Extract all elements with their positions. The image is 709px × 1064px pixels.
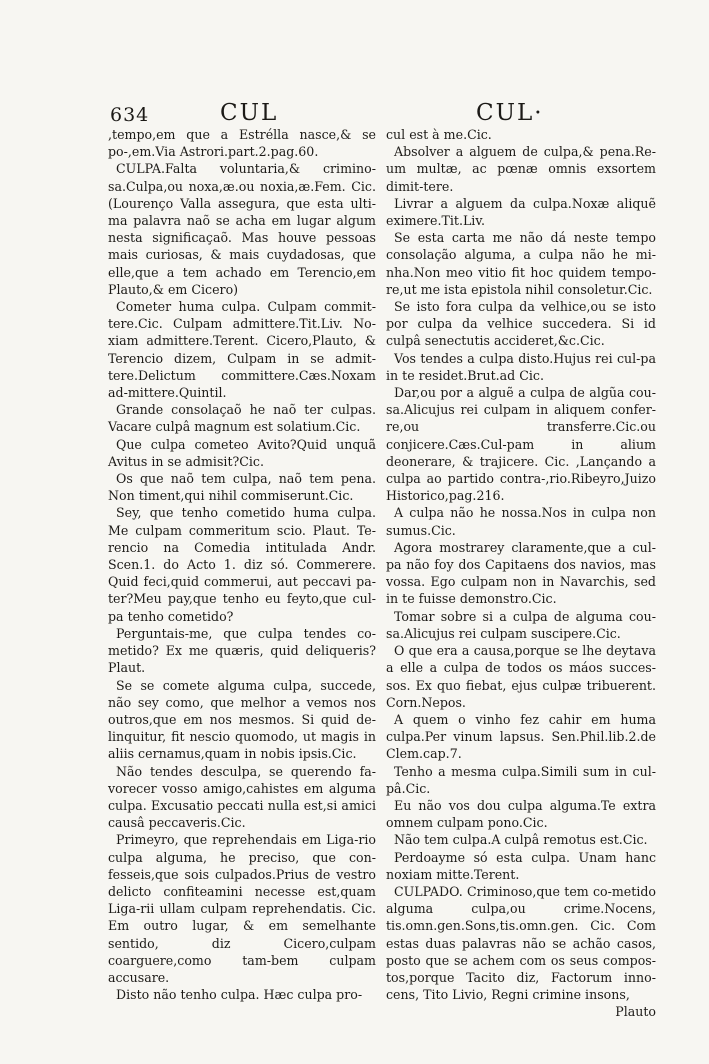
dictionary-entry: Tomar sobre si a culpa de alguma cou-sa.Alicujus rei culpam suscipere.Cic. bbox=[386, 608, 656, 641]
dictionary-entry: Se isto fora culpa da velhice,ou se isto por culpa da velhice succedera. Si id culpâ senectutis accideret,&c.Cic. bbox=[386, 299, 656, 349]
left-column bbox=[108, 126, 376, 1003]
dictionary-entry: Que culpa cometeo Avito?Quid unquã Avitus in se admisit?Cic. bbox=[108, 436, 376, 469]
dictionary-entry: Se esta carta me não dá neste tempo consolação alguma, a culpa não he mi-nha.Non meo vitio fit hoc quidem tempo-re,ut me ista epistola nihil consoletur.Cic. bbox=[386, 230, 656, 297]
running-head-left: CUL bbox=[220, 100, 279, 126]
dictionary-entry: Dar,ou por a alguẽ a culpa de algũa cou-sa.Alicujus rei culpam in aliquem confer-re,ou transferre.Cic.ou conjicere.Cæs.Cul-pam in alium deonerare, & trajicere. Cic. ,Lançando a culpa ao partido contra-,rio.Ribeyro,Juizo Historico,pag.216. bbox=[386, 385, 656, 504]
dictionary-entry: Livrar a alguem da culpa.Noxæ aliquẽ eximere.Tit.Liv. bbox=[386, 195, 656, 229]
dictionary-entry: Não tendes desculpa, se querendo fa-vorecer vosso amigo,cahistes em alguma culpa. Excusatio peccati nulla est,si amici causâ peccaveris.Cic. bbox=[108, 763, 376, 831]
dictionary-entry: Os que naõ tem culpa, naõ tem pena. Non timent,qui nihil commiserunt.Cic. bbox=[108, 471, 376, 504]
dictionary-entry: Plauto bbox=[615, 1004, 656, 1020]
dictionary-entry: Primeyro, que reprehendais em Liga-rio culpa alguma, he preciso, que con-fesseis,que sois culpados.Prius de vestro delicto confiteamini necesse est,quam Liga-rii ullam culpam reprehendatis. Cic. Em outro lugar, & em semelhante sentido, diz Cicero,culpam coarguere,como tam-bem culpam accusare. bbox=[108, 832, 376, 985]
dictionary-entry: Sey, que tenho cometido huma culpa. Me culpam commeritum scio. Plaut. Te-rencio na Comedia intitulada Andr. Scen.1. do Acto 1. diz só. Commerere. Quid feci,quid commerui, aut peccavi pa-ter?Meu pay,que tenho eu feyto,que cul-pa tenho cometido? bbox=[108, 505, 376, 624]
dictionary-entry: Cometer huma culpa. Culpam commit-tere.Cic. Culpam admittere.Tit.Liv. No-xiam admittere.Terent. Cicero,Plauto, & Terencio dizem, Culpam in se admit-tere.Delictum committere.Cæs.Noxam ad-mittere.Quintil. bbox=[108, 299, 376, 401]
dictionary-entry: A quem o vinho fez cahir em huma culpa.Per vinum lapsus. Sen.Phil.lib.2.de Clem.cap.7. bbox=[386, 711, 656, 762]
dictionary-entry: O que era a causa,porque se lhe deytava a elle a culpa de todos os máos succes-sos. Ex quo fiebat, ejus culpæ tribuerent. Corn.Nepos. bbox=[386, 643, 656, 710]
dictionary-entry: Disto não tenho culpa. Hæc culpa pro- bbox=[116, 987, 363, 1003]
dictionary-entry: A culpa não he nossa.Nos in culpa non sumus.Cic. bbox=[386, 505, 656, 538]
dictionary-entry: Grande consolaçaõ he naõ ter culpas. Vacare culpâ magnum est solatium.Cic. bbox=[108, 402, 376, 435]
dictionary-entry: Se se comete alguma culpa, succede, não sey como, que melhor a vemos nos outros,que em nos mesmos. Si quid de-linquitur, fit nescio quomodo, ut magis in aliis cernamus,quam in nobis ipsis.Cic. bbox=[108, 677, 376, 762]
dictionary-entry: Agora mostrarey claramente,que a cul-pa não foy dos Capitaens dos navios, mas vossa. Ego culpam non in Navarchis, sed in te fuisse demonstro.Cic. bbox=[386, 539, 656, 607]
dictionary-entry: Perdoayme só esta culpa. Unam hanc noxiam mitte.Terent. bbox=[386, 849, 656, 882]
dictionary-entry: Tenho a mesma culpa.Simili sum in cul-pâ.Cic. bbox=[386, 763, 656, 796]
dictionary-entry: Absolver a alguem de culpa,& pena.Re-um multæ, ac pœnæ omnis exsortem dimit-tere. bbox=[386, 144, 656, 194]
dictionary-entry: CULPADO. Criminoso,que tem co-metido alguma culpa,ou crime.Nocens, tis.omn.gen.Sons,tis.omn.gen. Cic. Com estas duas palavras não se achão casos, posto que se achem com os seus compos-tos,porque Tacito diz, Factorum inno-cens, Tito Livio, Regni crimine insons, bbox=[386, 883, 656, 1003]
dictionary-entry: Não tem culpa.A culpâ remotus est.Cic. bbox=[394, 832, 648, 848]
page-number: 634 bbox=[110, 104, 150, 126]
dictionary-entry: CULPA.Falta voluntaria,& crimino-sa.Culpa,ou noxa,æ.ou noxia,æ.Fem. Cic. (Lourenço Valla assegura, que esta ulti-ma palavra naõ se acha em lugar algum nesta significaçaõ. Mas houve pessoas mais curiosas, & mais cuydadosas, que elle,que a tem achado em Terencio,em Plauto,& em Cicero) bbox=[108, 161, 376, 297]
dictionary-entry: Perguntais-me, que culpa tendes co-metido? Ex me quæris, quid deliqueris? Plaut. bbox=[108, 625, 376, 676]
dictionary-entry: cul est à me.Cic. bbox=[386, 127, 492, 142]
dictionary-entry: Vos tendes a culpa disto.Hujus rei cul-pa in te residet.Brut.ad Cic. bbox=[386, 350, 656, 383]
running-head-right: CUL· bbox=[476, 100, 544, 126]
dictionary-entry: ,tempo,em que a Estrélla nasce,& se po-,em.Via Astrori.part.2.pag.60. bbox=[108, 127, 376, 160]
dictionary-entry: Eu não vos dou culpa alguma.Te extra omnem culpam pono.Cic. bbox=[386, 797, 656, 831]
right-column bbox=[386, 126, 656, 1021]
